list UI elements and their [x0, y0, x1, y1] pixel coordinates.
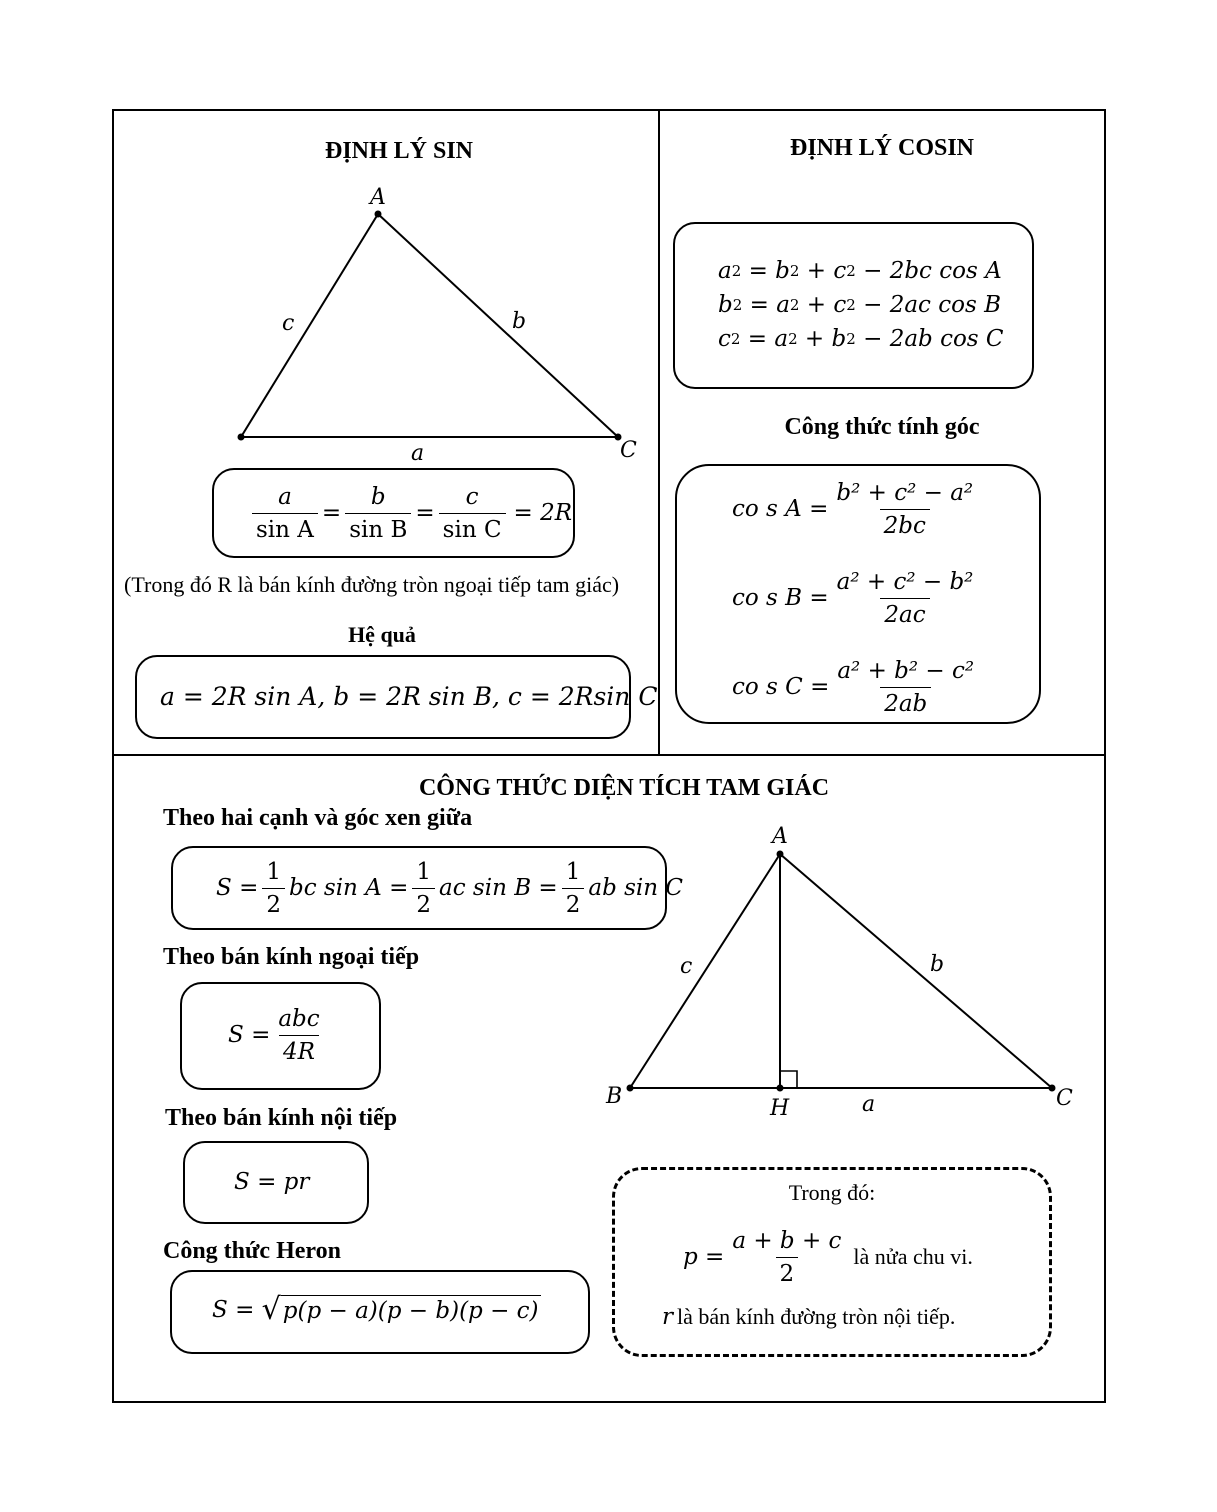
cosine-line-3: c 2 = a 2 + b 2 − 2ab cos C [718, 326, 1004, 352]
area-label-H: H [770, 1096, 790, 1121]
area-label-B: B [606, 1084, 623, 1109]
area-label-C: C [1056, 1086, 1073, 1111]
sine-note: (Trong đó R là bán kính đường tròn ngoại tiếp tam giác) [124, 572, 620, 597]
inradius-label: Theo bán kính nội tiếp [165, 1105, 398, 1131]
two-sides-formula: S = $\frac{1}{2}$ bc sin A = $\frac{1}{2}$ ac sin B = $\frac{1}{2}$ ab sin C [216, 858, 683, 918]
angle-formula-label: Công thức tính góc [784, 414, 980, 440]
circumradius-formula: S = $\frac{\text{abc}}{4R}$ [228, 1005, 320, 1065]
horizontal-divider [112, 754, 1106, 756]
heron-formula: S = √ p(p − a)(p − b)(p − c) [212, 1292, 539, 1327]
area-label-c: c [680, 954, 693, 979]
sine-label-A: A [370, 185, 386, 210]
sine-title: ĐỊNH LÝ SIN [324, 138, 474, 164]
cosine-title: ĐỊNH LÝ COSIN [789, 135, 975, 161]
circumradius-label: Theo bán kính ngoại tiếp [163, 944, 420, 970]
sine-label-b: b [512, 309, 527, 334]
corollary-formula: a = 2R sin A, b = 2R sin B, c = 2Rsin C [160, 681, 658, 711]
cos-C-formula: co s C = $\frac{\text{a² + b² − c²}}{2ab}$ [732, 657, 975, 717]
sine-triangle [200, 180, 660, 470]
corollary-label: Hệ quả [348, 622, 416, 647]
area-label-b: b [930, 952, 945, 977]
note-r-line: r là bán kính đường tròn nội tiếp. [662, 1304, 956, 1330]
sine-label-a: a [411, 441, 425, 466]
cos-B-formula: co s B = $\frac{\text{a² + c² − b²}}{2ac}$ [732, 568, 974, 628]
note-p-line: p = $\frac{a + b + c}{2}$ là nửa chu vi. [683, 1227, 973, 1287]
sine-label-C: C [620, 438, 637, 463]
two-sides-label: Theo hai cạnh và góc xen giữa [163, 805, 473, 831]
sine-label-c: c [282, 311, 295, 336]
area-label-A: A [772, 824, 788, 849]
area-triangle [590, 815, 1090, 1125]
area-title: CÔNG THỨC DIỆN TÍCH TAM GIÁC [418, 775, 830, 801]
cos-A-formula: co s A = $\frac{\text{b² + c² − a²}}{2bc}$ [732, 479, 974, 539]
cosine-line-1: a 2 = b 2 + c 2 − 2bc cos A [718, 258, 1002, 284]
note-head: Trong đó: [788, 1180, 876, 1205]
cosine-line-2: b 2 = a 2 + c 2 − 2ac cos B [718, 292, 1001, 318]
sine-formula: $\frac{a}{\text{sin A}}$ = $\frac{b}{\text{sin B}}$ = $\frac{c}{\text{sin C}}$ = 2R [248, 478, 572, 548]
heron-label: Công thức Heron [163, 1238, 341, 1264]
area-label-a: a [862, 1092, 876, 1117]
inradius-formula: S = pr [234, 1169, 310, 1195]
